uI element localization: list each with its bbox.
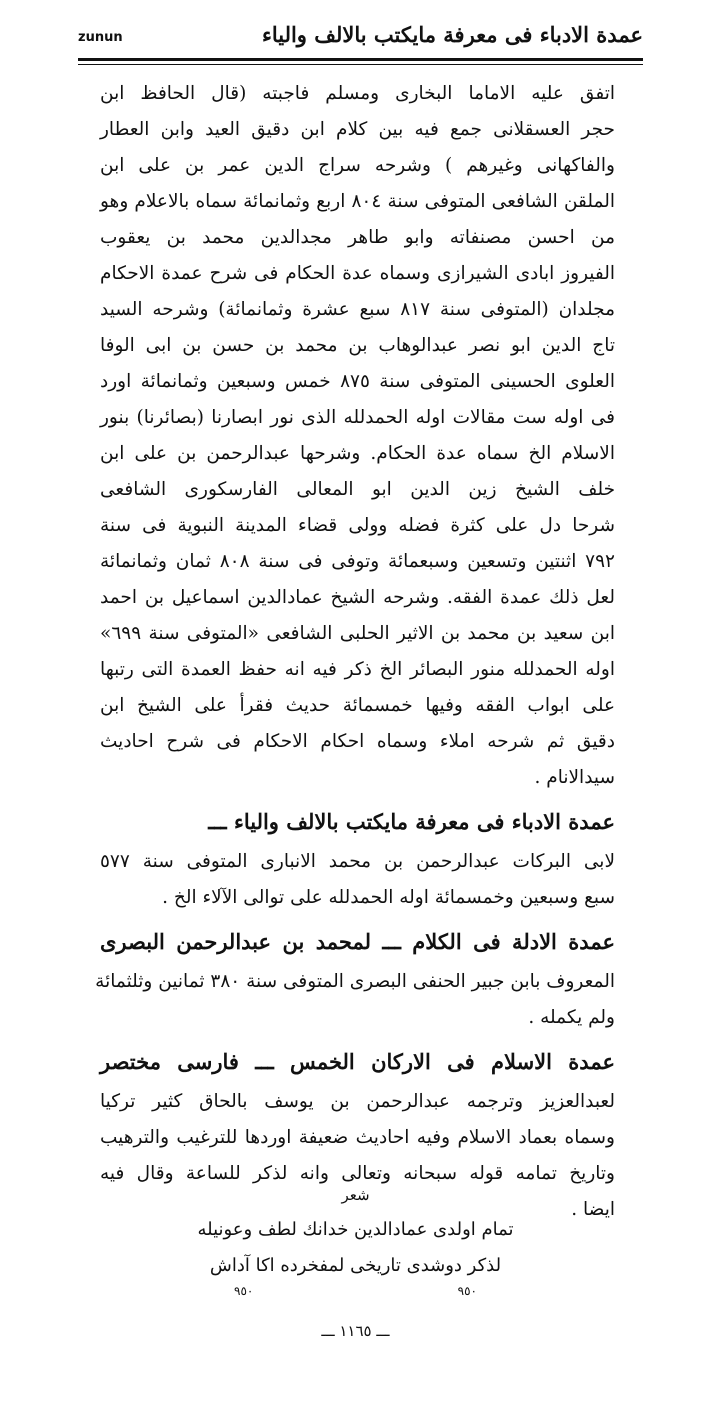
text-line: لابى البركات عبدالرحمن بن محمد الانبارى المتوفى سنة ٥٧٧	[100, 851, 615, 872]
text-line: تاج الدين ابو نصر عبدالوهاب بن محمد بن حسن بن ابى الوفا	[100, 335, 615, 356]
entry-heading: عمدة الادلة فى الكلام ـــ لمحمد بن عبدالرحمن البصرى	[100, 929, 615, 954]
chronogram-value: ٩٥٠	[457, 1284, 477, 1298]
header-rule-thick	[78, 58, 643, 61]
chronogram-values	[160, 1284, 551, 1308]
text-line: الفيروز ابادى الشيرازى وسماه عدة الحكام فى شرح عمدة الاحكام	[100, 263, 615, 284]
running-title: عمدة الادباء فى معرفة مايكتب بالالف والياء	[261, 22, 643, 47]
page-number: ـــ ١١٦٥ ـــ	[321, 1322, 390, 1340]
text-line: مجلدان (المتوفى سنة ٨١٧ سبع عشرة وثمانمائة) وشرحه السيد	[100, 299, 615, 320]
text-line: الملقن الشافعى المتوفى سنة ٨٠٤ اربع وثمانمائة سماه بالاعلام وهو	[100, 191, 615, 212]
text-line: اتفق عليه الاماما البخارى ومسلم فاجبته (قال الحافظ ابن	[100, 83, 615, 104]
text-line: وسماه بعماد الاسلام وفيه احاديث ضعيفة اوردها للترغيب والترهيب	[100, 1127, 615, 1148]
body-text	[95, 76, 615, 1228]
text-line: ٧٩٢ اثنتين وتسعين وسبعمائة وتوفى فى سنة ٨٠٨ ثمان وثمانمائة	[100, 551, 615, 572]
text-line: على ابواب الفقه وفيها خمسمائة حديث فقرأ على الشيخ ابن	[100, 695, 615, 716]
entry-heading: عمدة الاسلام فى الاركان الخمس ـــ فارسى مختصر	[100, 1049, 615, 1074]
text-line: خلف الشيخ زين الدين ابو المعالى الفارسكورى الشافعى	[100, 479, 615, 500]
text-line: شرحا دل على كثرة فضله وولى قضاء المدينة النبوية فى سنة	[100, 515, 615, 536]
text-line: سيدالانام .	[534, 767, 615, 788]
text-line: لعبدالعزيز وترجمه عبدالرحمن بن يوسف بالحاق كثير تركيا	[100, 1091, 615, 1112]
text-line: ولم يكمله .	[528, 1007, 615, 1028]
text-line: لعل ذلك عمدة الفقه. وشرحه الشيخ عمادالدين اسماعيل بن احمد	[100, 587, 615, 608]
text-line: ايضا .	[571, 1199, 615, 1220]
poem-verse: تمام اولدى عمادالدين خدانك لطف وعونيله	[197, 1219, 514, 1240]
text-line: دقيق ثم شرحه املاء وسماه احكام الاحكام فى شرح احاديث	[100, 731, 615, 752]
text-line: المعروف بابن جبير الحنفى البصرى المتوفى سنة ٣٨٠ ثمانين وثلثمائة	[95, 971, 615, 992]
source-mark: zunun	[78, 30, 123, 45]
text-line: فى اوله ست مقالات اوله الحمدلله الذى نور ابصارنا (بصائرنا) بنور	[100, 407, 615, 428]
header-rule-thin	[78, 64, 643, 65]
poem	[160, 1178, 551, 1308]
poem-verse: لذكر دوشدى تاريخى لمفخرده اكا آداش	[209, 1255, 502, 1276]
text-line: حجر العسقلانى جمع فيه بين كلام ابن دقيق العيد وابن العطار	[100, 119, 615, 140]
entry-umdat-al-adilla	[95, 916, 615, 1036]
text-line: اوله الحمدلله منور البصائر الخ ذكر فيه انه حفظ العمدة التى رتبها	[100, 659, 615, 680]
text-line: وتاريخ تمامه قوله سبحانه وتعالى وانه لذكر للساعة وقال فيه	[100, 1163, 615, 1184]
text-line: سبع وسبعين وخمسمائة اوله الحمدلله على توالى الآلاء الخ .	[162, 887, 615, 908]
text-line: الاسلام الخ سماه عدة الحكام. وشرحها عبدالرحمن بن على ابن	[100, 443, 615, 464]
page-header	[78, 22, 643, 56]
poem-title: شعر	[341, 1186, 370, 1204]
chronogram-value: ٩٥٠	[234, 1284, 254, 1298]
text-line: ابن سعيد بن محمد بن الاثير الحلبى الشافعى «المتوفى سنة ٦٩٩»	[100, 623, 615, 644]
entry-heading: عمدة الادباء فى معرفة مايكتب بالالف والياء ـــ	[208, 809, 615, 834]
text-line: والفاكهانى وغيرهم ) وشرحه سراج الدين عمر بن على ابن	[100, 155, 615, 176]
paragraph-continued	[100, 76, 615, 796]
text-line: العلوى الحسينى المتوفى سنة ٨٧٥ خمس وسبعين وثمانمائة اورد	[100, 371, 615, 392]
entry-umdat-al-udaba	[100, 796, 615, 916]
text-line: من احسن مصنفاته وابو طاهر مجدالدين محمد بن يعقوب	[100, 227, 615, 248]
